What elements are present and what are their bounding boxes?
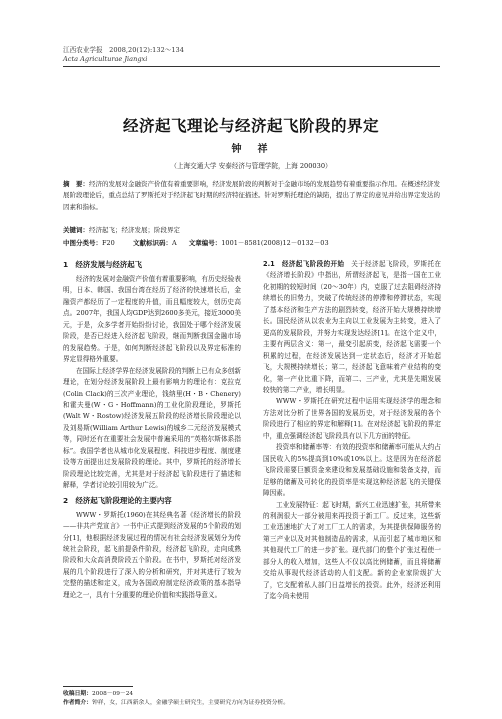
- clc-label: 中图分类号：: [63, 239, 102, 247]
- section-2-1-heading: 2.1 经济起飞阶段的开始: [263, 260, 345, 268]
- abstract-label: 摘 要：: [63, 180, 89, 188]
- keywords-text: 经济起飞；经济发展；阶段界定: [89, 226, 180, 234]
- received-value: 2008－09－24: [92, 691, 134, 697]
- author-bio-text: 钟祥，女，江西新余人，金融学硕士研究生，主要研究方向为证券投资分析。: [92, 700, 290, 706]
- paper-title: 经济起飞理论与经济起飞阶段的界定: [122, 116, 379, 135]
- author-affiliation: （上海交通大学 安泰经济与管理学院，上海 200030）: [170, 162, 332, 170]
- classification-line: [63, 238, 440, 249]
- article-number-label: 文章编号：: [188, 239, 222, 247]
- section-2-paragraph-1: WWW・罗斯托(1960)在其经典名著《经济增长的阶段——非共产党宣言》一书中正式提到经济发展的5个阶段的划分[1]，他根据经济发展过程的情况有社会经济发展划分为传统社会阶段，起飞前提条件阶段，经济起飞阶段，走向成熟阶段和大众高消费阶段五个阶段。在书中，罗斯托对经济发展的几个阶段进行了深入的分析和研究，并对其进行了较为完整的描述和定义，成为各国政府制定经济政策的基本指导理论之一，具有十分重要的理论价值和实践指导意义。: [63, 510, 241, 599]
- section-2-heading: 2 经济起飞阶段理论的主要内容: [63, 495, 172, 505]
- clc-value: F20: [102, 239, 115, 247]
- keywords-label: 关键词：: [63, 226, 89, 234]
- section-2-1-paragraph-4: 工业发展特征：起飞时期，新兴工业迅速扩张，其所带来的利润很大一部分被用来再投资于新工厂。反过来，这些新工业迅速地扩大了对工厂工人的需求，为其提供保障服务的第三产业以及对其他制造品的需求，从而引起了城市地区和其他现代工厂的进一步扩张。现代部门的整个扩张过程使一部分人的收入增加，这些人不仅以高比例储蓄，而且将储蓄交给从事现代经济活动的人们支配。新的企业家阶级扩大了，它支配着私人部门日益增长的投资。此外，经济还利用了迄今尚未使用: [263, 500, 441, 601]
- abstract-text: 经济的发展对金融资产价值有着重要影响，经济发展阶段的判断对于金融市场的发展趋势有着重要指示作用。在概述经济发展阶段理论后，重点总结了罗斯托对于经济起飞时期的经济特征描述。针对罗斯托理论的缺陷，提出了界定的意见并给出界定发达的因素和指标。: [63, 180, 440, 211]
- keywords: [63, 225, 440, 236]
- doc-code-label: 文献标识码：: [132, 239, 172, 247]
- section-2-1-text-1: 关于经济起飞阶段，罗斯托在《经济增长阶段》中指出，所谓经济起飞，是指一国在工业化初期的较短时间（20～30年）内，克服了过去阻碍经济持续增长的旧势力，突破了传统经济的停滞和停滞状态，实现了基本经济和生产方法的剧烈转变，经济开始大规模持续增长。国民经济从以农业为主向以工业发展为主转变，进入了更高的发展阶段，并努力实现发达经济[1]。在这个定义中，主要有两层含义：第一，最变引起质变，经济起飞需要一个积累的过程，在经济发展达到一定状态后，经济才开始起飞，大规模持续增长；第二，经济起飞意味着产业结构的变化，第一产业比重下降，而第二、三产业，尤其是先期发展较快的第二产业，增长明显。: [263, 260, 442, 394]
- author-bio: [63, 699, 443, 709]
- section-2-1-paragraph-2: WWW・罗斯托在研究过程中运用实现经济学的理念和方法对比分析了世界各国的发展历史，对于经济发展的各个阶段进行了相应的界定和解释[1]。在对经济起飞阶段的界定中，重点强调经济起飞阶段具有以下几方面的特征。: [263, 397, 441, 440]
- section-1-paragraph-2: 在国际上经济学界在经济发展阶段的判断上已有众多创新理论，在划分经济发展阶段上最有影响力的理论有：克拉克(Colin Clack)的三次产业理论，钱纳里(H・B・Chenery)和霍夫曼(W・G・Hoffmann)的工业化阶段理论，罗斯托(Walt W・Rostow)经济发展五阶段的经济增长阶段理论以及刘易斯(William Arthur Lewis)的城乡二元经济发展模式等，同时还有在重要社会发展中普遍采用的“英格尔斯体系指标”。我国学者也从城市化发展程度、科技进步程度、制度建设等方面提出过发展阶段的理论。其中，罗斯托的经济增长阶段理论比较完善，尤其是对于经济起飞阶段进行了描述和解释，学者讨论较引用较为广泛。: [63, 366, 241, 490]
- header-rule: [63, 66, 440, 67]
- paper-author: 钟 祥: [231, 144, 271, 155]
- author-bio-label: 作者简介：: [63, 700, 92, 706]
- received-label: 收稿日期：: [63, 691, 92, 697]
- article-number-value: 1001－8581(2008)12－0132－03: [221, 239, 329, 247]
- journal-english-name: Acta Agriculturae Jiangxi: [63, 55, 148, 63]
- footnote-rule: [63, 686, 133, 687]
- right-column: [263, 259, 441, 603]
- section-1-heading: 1 经济发展与经济起飞: [63, 260, 143, 269]
- section-2-1-paragraph-1: [263, 259, 441, 396]
- section-1-paragraph-1: 经济的发展对金融资产价值有着重要影响，有历史经验表明，日本、韩国、我国台湾在经历了经济的快速增长后，金融资产都经历了一定程度的升值，而且幅度较大，创历史高点。2007年，我国人均GDP达到2600多美元，接近3000美元，于是，众多学者开始纷纷讨论，我国处于哪个经济发展阶段，是否已经进入经济起飞阶段，继而判断我国金融市场的发展趋势。于是，如何判断经济起飞阶段以及界定标准的界定显得格外重要。: [63, 275, 241, 364]
- abstract: [63, 179, 440, 213]
- section-2-1-paragraph-3: 投资率和储蓄率等：有效的投资率和储蓄率可能从大约占国民收入的5%提高到10%或10%以上。这是因为在经济起飞阶段需要巨额资金来建设和发展基础设施和装备支持，而足够的储蓄及可转化的投资率是实现这种经济起飞的关键保障因素。: [263, 443, 441, 498]
- journal-header: 江西农业学报 2008,20(12):132～134: [63, 46, 184, 54]
- doc-code-value: A: [171, 239, 177, 247]
- left-column: [63, 259, 241, 601]
